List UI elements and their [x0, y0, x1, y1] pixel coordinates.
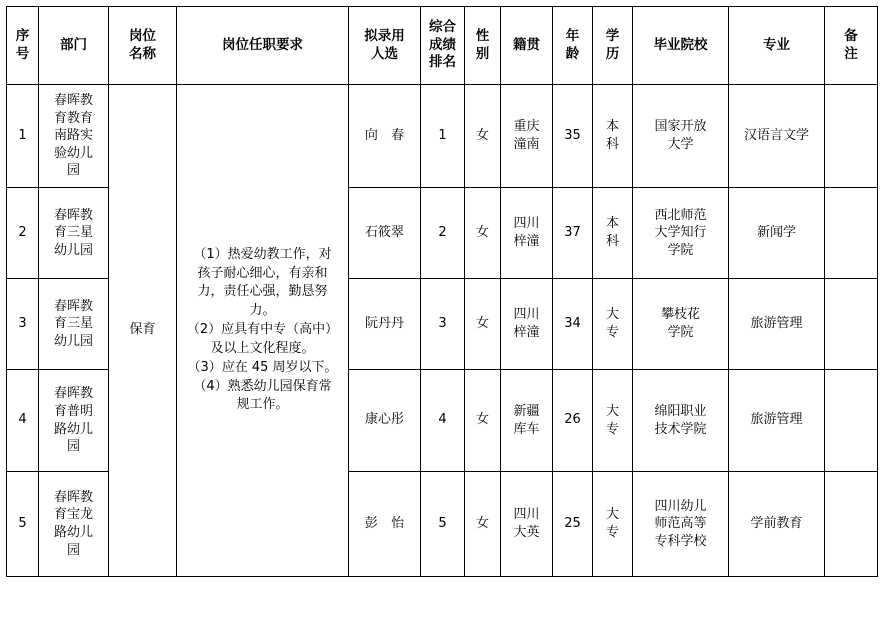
cell-note [825, 188, 878, 279]
cell-rank: 5 [421, 472, 465, 577]
cell-native: 四川 大英 [501, 472, 553, 577]
cell-major: 旅游管理 [729, 370, 825, 472]
header-school: 毕业院校 [633, 7, 729, 85]
cell-education: 大 专 [593, 279, 633, 370]
cell-native: 四川 梓潼 [501, 279, 553, 370]
cell-note [825, 472, 878, 577]
cell-seq: 3 [7, 279, 39, 370]
header-seq: 序 号 [7, 7, 39, 85]
header-age: 年 龄 [553, 7, 593, 85]
cell-major: 旅游管理 [729, 279, 825, 370]
cell-gender: 女 [465, 370, 501, 472]
cell-school: 西北师范 大学知行 学院 [633, 188, 729, 279]
header-rank: 综合 成绩 排名 [421, 7, 465, 85]
cell-native: 重庆 潼南 [501, 85, 553, 188]
cell-school: 四川幼儿 师范高等 专科学校 [633, 472, 729, 577]
cell-age: 34 [553, 279, 593, 370]
cell-rank: 2 [421, 188, 465, 279]
document-page [0, 6, 885, 638]
cell-major: 学前教育 [729, 472, 825, 577]
cell-education: 大 专 [593, 370, 633, 472]
header-major: 专业 [729, 7, 825, 85]
cell-person: 石筱翠 [349, 188, 421, 279]
cell-age: 25 [553, 472, 593, 577]
cell-requirement: （1）热爱幼教工作，对 孩子耐心细心，有亲和 力，责任心强，勤恳努 力。 （2）应具有中专（高中） 及以上文化程度。 （3）应在 45 周岁以下。 （4）熟悉幼儿园保育常 规工作。 [177, 85, 349, 577]
cell-school: 国家开放 大学 [633, 85, 729, 188]
header-person: 拟录用 人选 [349, 7, 421, 85]
cell-age: 35 [553, 85, 593, 188]
cell-seq: 4 [7, 370, 39, 472]
header-requirement: 岗位任职要求 [177, 7, 349, 85]
cell-age: 26 [553, 370, 593, 472]
cell-note [825, 370, 878, 472]
cell-rank: 3 [421, 279, 465, 370]
cell-seq: 1 [7, 85, 39, 188]
cell-major: 汉语言文学 [729, 85, 825, 188]
cell-education: 本 科 [593, 85, 633, 188]
cell-rank: 4 [421, 370, 465, 472]
cell-person: 阮丹丹 [349, 279, 421, 370]
cell-note [825, 279, 878, 370]
header-post: 岗位 名称 [109, 7, 177, 85]
header-education: 学 历 [593, 7, 633, 85]
cell-school: 绵阳职业 技术学院 [633, 370, 729, 472]
cell-rank: 1 [421, 85, 465, 188]
cell-person: 康心彤 [349, 370, 421, 472]
cell-dept: 春晖教 育普明 路幼儿 园 [39, 370, 109, 472]
header-gender: 性 别 [465, 7, 501, 85]
cell-major: 新闻学 [729, 188, 825, 279]
cell-native: 新疆 库车 [501, 370, 553, 472]
cell-dept: 春晖教 育教育 南路实 验幼儿 园 [39, 85, 109, 188]
cell-gender: 女 [465, 279, 501, 370]
table-header-row [7, 7, 878, 85]
cell-person: 向 春 [349, 85, 421, 188]
cell-dept: 春晖教 育三星 幼儿园 [39, 188, 109, 279]
header-dept: 部门 [39, 7, 109, 85]
cell-education: 本 科 [593, 188, 633, 279]
cell-age: 37 [553, 188, 593, 279]
recruitment-table [6, 6, 878, 577]
cell-dept: 春晖教 育宝龙 路幼儿 园 [39, 472, 109, 577]
cell-seq: 5 [7, 472, 39, 577]
cell-school: 攀枝花 学院 [633, 279, 729, 370]
cell-gender: 女 [465, 472, 501, 577]
cell-seq: 2 [7, 188, 39, 279]
header-native: 籍贯 [501, 7, 553, 85]
cell-education: 大 专 [593, 472, 633, 577]
cell-native: 四川 梓潼 [501, 188, 553, 279]
cell-person: 彭 怡 [349, 472, 421, 577]
table-row [7, 85, 878, 188]
header-note: 备 注 [825, 7, 878, 85]
cell-dept: 春晖教 育三星 幼儿园 [39, 279, 109, 370]
cell-gender: 女 [465, 85, 501, 188]
cell-note [825, 85, 878, 188]
cell-gender: 女 [465, 188, 501, 279]
cell-post-name: 保育 [109, 85, 177, 577]
